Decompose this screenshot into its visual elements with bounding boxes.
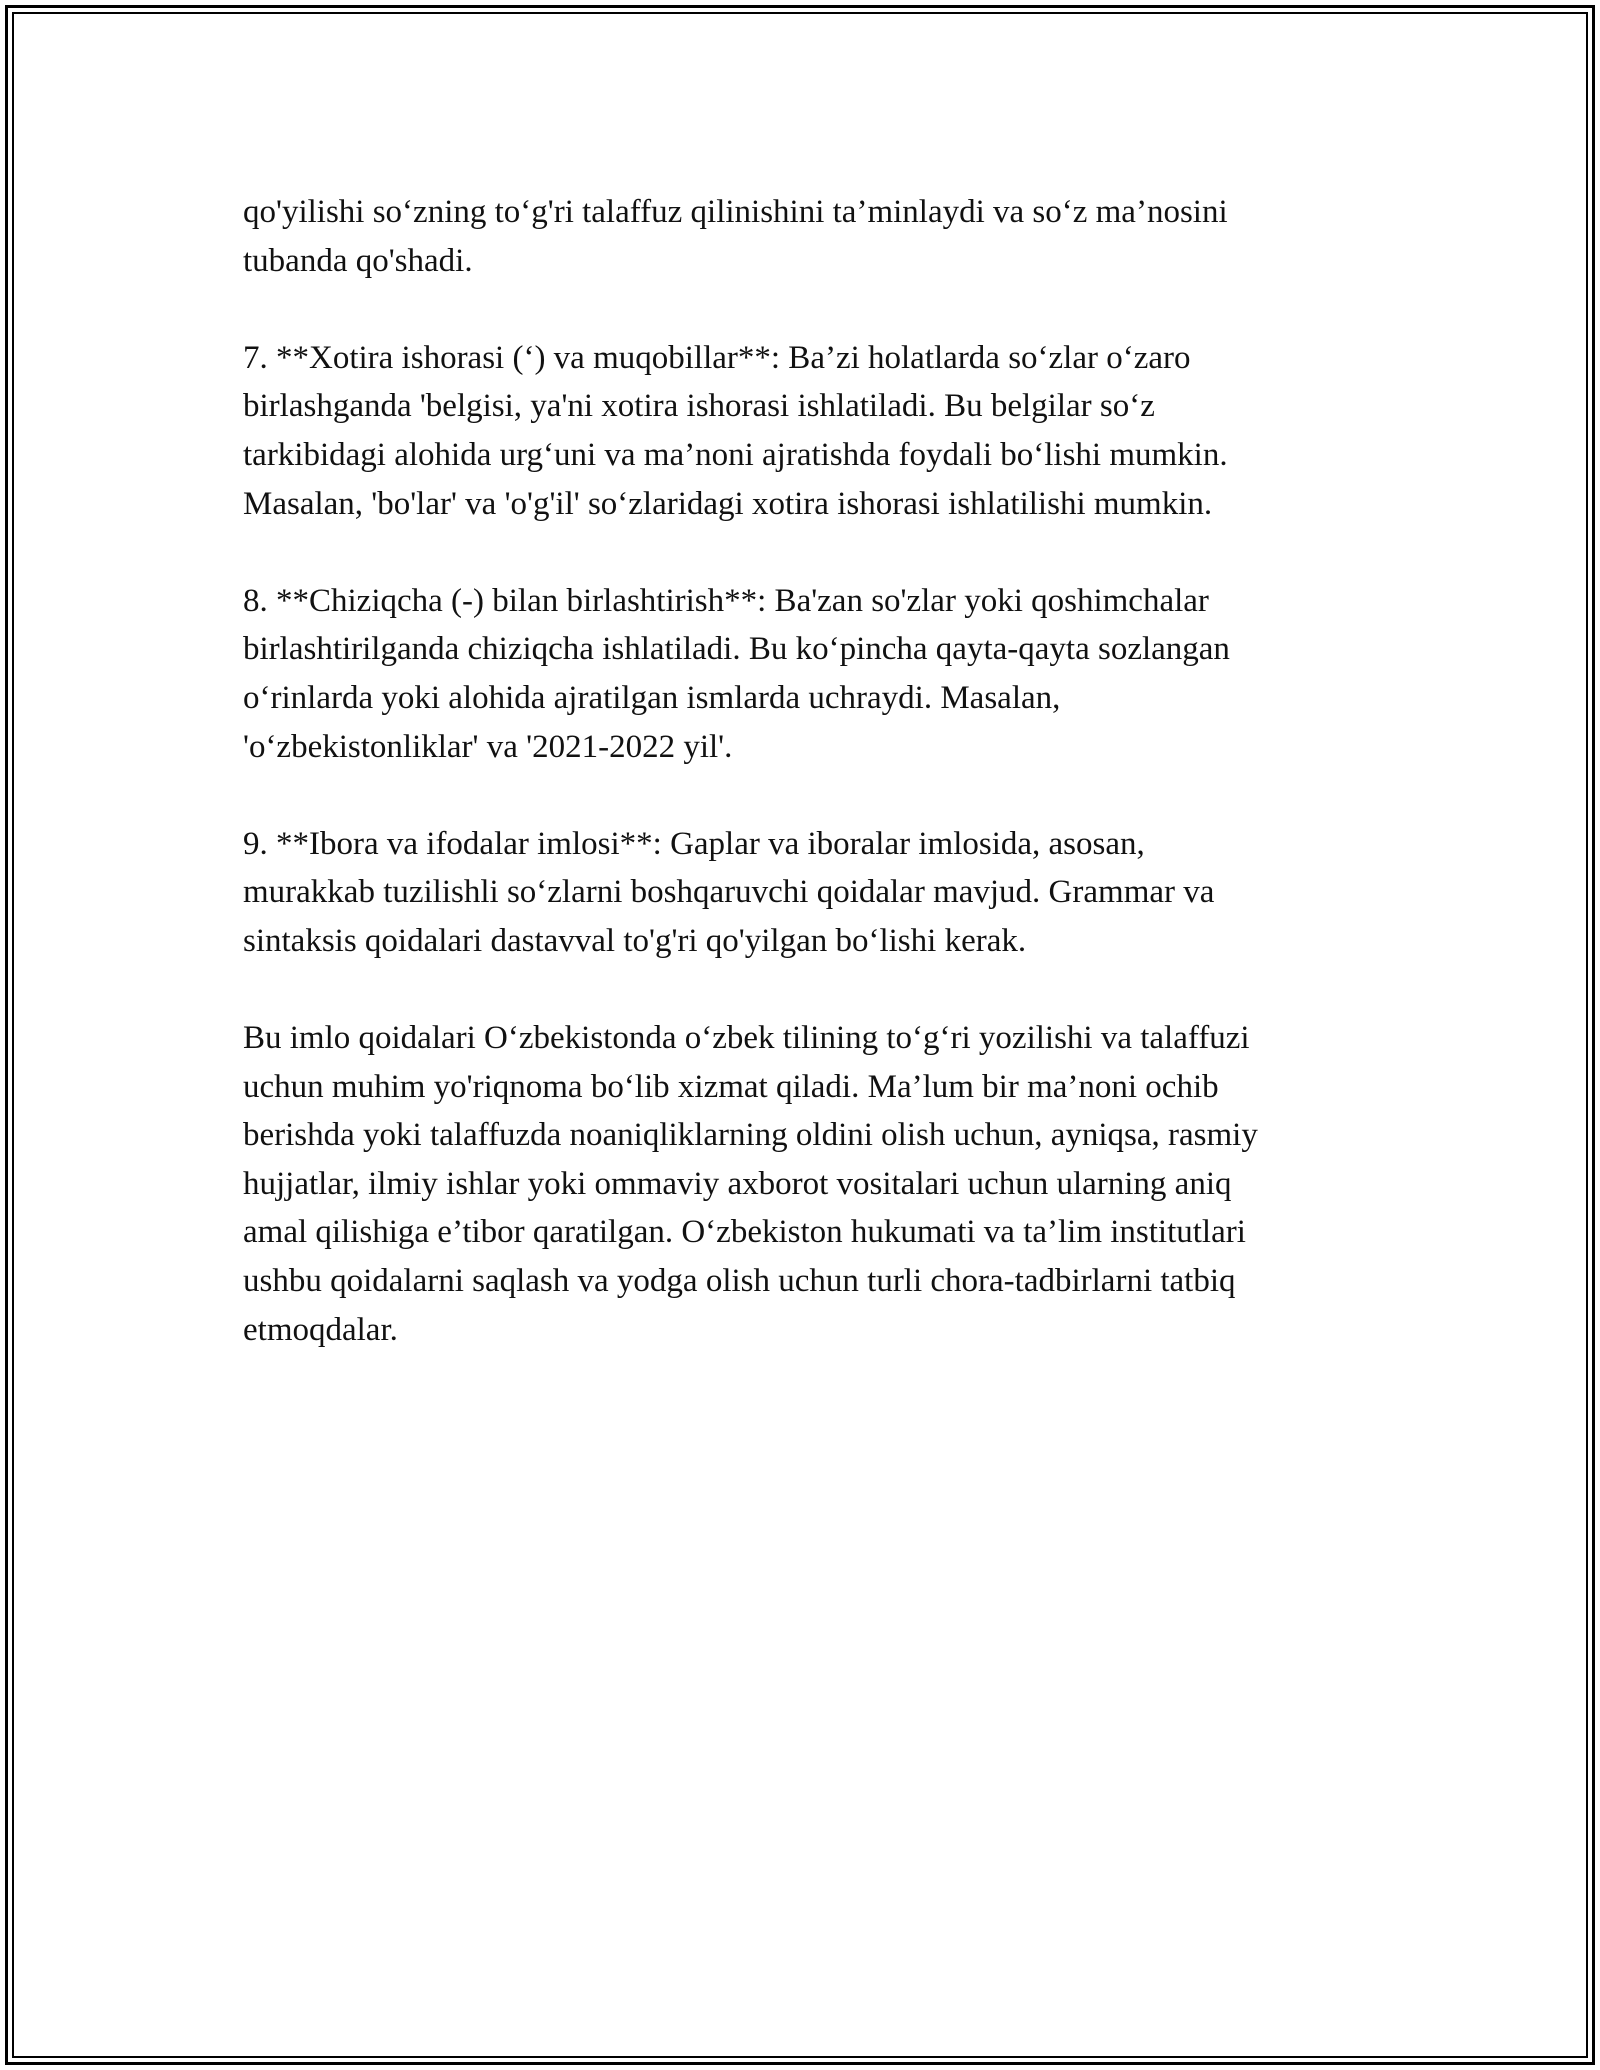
text-line: hujjatlar, ilmiy ishlar yoki ommaviy axborot vositalari uchun ularning aniq bbox=[243, 1165, 1232, 1202]
text-line: etmoqdalar. bbox=[243, 1311, 398, 1348]
text-line: qo'yilishi so‘zning to‘g'ri talaffuz qilinishini ta’minlaydi va so‘z ma’nosini bbox=[243, 194, 1228, 230]
text-line: o‘rinlarda yoki alohida ajratilgan ismlarda uchraydi. Masalan, bbox=[243, 679, 1061, 716]
text-line: birlashtirilganda chiziqcha ishlatiladi. Bu ko‘pincha qayta-qayta sozlangan bbox=[243, 631, 1230, 668]
text-line: sintaksis qoidalari dastavval to'g'ri qo'yilgan bo‘lishi kerak. bbox=[243, 922, 1027, 959]
text-line: 7. **Xotira ishorasi (‘) va muqobillar**: Ba’zi holatlarda so‘zlar o‘zaro bbox=[243, 339, 1191, 376]
paragraph-continuation bbox=[243, 188, 1393, 285]
text-line: 8. **Chiziqcha (-) bilan birlashtirish**: Ba'zan so'zlar yoki qoshimchalar bbox=[243, 582, 1209, 619]
paragraph-item-9 bbox=[243, 820, 1393, 966]
text-line: 9. **Ibora va ifodalar imlosi**: Gaplar va iboralar imlosida, asosan, bbox=[243, 825, 1145, 862]
text-line: Masalan, 'bo'lar' va 'o'g'il' so‘zlaridagi xotira ishorasi ishlatilishi mumkin. bbox=[243, 485, 1213, 522]
text-line: berishda yoki talaffuzda noaniqliklarning oldini olish uchun, ayniqsa, rasmiy bbox=[243, 1117, 1258, 1154]
document-body bbox=[243, 188, 1393, 1403]
text-line: birlashganda 'belgisi, ya'ni xotira ishorasi ishlatiladi. Bu belgilar so‘z bbox=[243, 388, 1155, 425]
text-line: amal qilishiga e’tibor qaratilgan. O‘zbekiston hukumati va ta’lim institutlari bbox=[243, 1214, 1246, 1251]
text-line: murakkab tuzilishli so‘zlarni boshqaruvchi qoidalar mavjud. Grammar va bbox=[243, 874, 1215, 911]
page-frame bbox=[5, 5, 1595, 2065]
text-line: uchun muhim yo'riqnoma bo‘lib xizmat qiladi. Ma’lum bir ma’noni ochib bbox=[243, 1068, 1219, 1105]
paragraph-conclusion bbox=[243, 1014, 1393, 1354]
text-line: 'o‘zbekistonliklar' va '2021-2022 yil'. bbox=[243, 728, 733, 765]
text-line: tubanda qo'shadi. bbox=[243, 242, 473, 279]
paragraph-item-8 bbox=[243, 577, 1393, 771]
paragraph-item-7 bbox=[243, 334, 1393, 528]
text-line: Bu imlo qoidalari O‘zbekistonda o‘zbek tilining to‘g‘ri yozilishi va talaffuzi bbox=[243, 1020, 1250, 1057]
text-line: tarkibidagi alohida urg‘uni va ma’noni ajratishda foydali bo‘lishi mumkin. bbox=[243, 436, 1228, 473]
text-line: ushbu qoidalarni saqlash va yodga olish uchun turli chora-tadbirlarni tatbiq bbox=[243, 1263, 1236, 1300]
